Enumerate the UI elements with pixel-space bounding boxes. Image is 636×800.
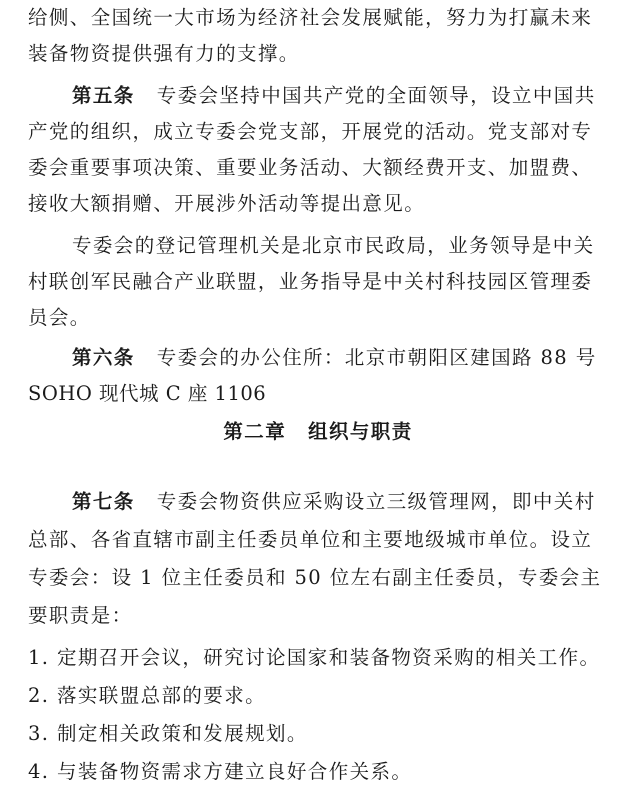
article-5-text: 专委会坚持中国共产党的全面领导，设立中国共 bbox=[156, 84, 596, 107]
article-6-label: 第六条 bbox=[72, 346, 135, 369]
duty-item: 1. 定期召开会议，研究讨论国家和装备物资采购的相关工作。 bbox=[28, 646, 601, 669]
article-7-line bbox=[72, 490, 612, 514]
article-7-text: 专委会物资供应采购设立三级管理网，即中关村 bbox=[156, 490, 596, 513]
registration-line: 专委会的登记管理机关是北京市民政局，业务领导是中关 bbox=[72, 234, 595, 257]
article-7-line: 总部、各省直辖市副主任委员单位和主要地级城市单位。设立 bbox=[28, 528, 593, 551]
paragraph-line: 装备物资提供强有力的支撑。 bbox=[28, 42, 300, 65]
duty-item: 4. 与装备物资需求方建立良好合作关系。 bbox=[28, 760, 413, 783]
article-6-line bbox=[72, 346, 612, 370]
article-5-line bbox=[72, 84, 612, 108]
chapter-number: 第二章 bbox=[223, 420, 287, 443]
article-5-label: 第五条 bbox=[72, 84, 135, 107]
article-5-line: 委会重要事项决策、重要业务活动、大额经费开支、加盟费、 bbox=[28, 156, 593, 179]
registration-line: 村联创军民融合产业联盟，业务指导是中关村科技园区管理委 bbox=[28, 270, 593, 293]
article-6-line: SOHO 现代城 C 座 1106 bbox=[28, 382, 267, 405]
duty-item: 2. 落实联盟总部的要求。 bbox=[28, 684, 267, 707]
article-7-line: 专委会：设 1 位主任委员和 50 位左右副主任委员，专委会主 bbox=[28, 566, 602, 589]
article-5-line: 产党的组织，成立专委会党支部，开展党的活动。党支部对专 bbox=[28, 120, 593, 143]
chapter-heading bbox=[0, 420, 636, 444]
article-6-text: 专委会的办公住所：北京市朝阳区建国路 88 号 bbox=[156, 346, 597, 369]
chapter-title: 组织与职责 bbox=[308, 420, 413, 443]
article-5-line: 接收大额捐赠、开展涉外活动等提出意见。 bbox=[28, 192, 426, 215]
article-7-line: 要职责是： bbox=[28, 604, 133, 627]
registration-line: 员会。 bbox=[28, 306, 91, 329]
duty-item: 3. 制定相关政策和发展规划。 bbox=[28, 722, 308, 745]
paragraph-line: 给侧、全国统一大市场为经济社会发展赋能，努力为打赢未来 bbox=[28, 6, 593, 29]
article-7-label: 第七条 bbox=[72, 490, 135, 513]
